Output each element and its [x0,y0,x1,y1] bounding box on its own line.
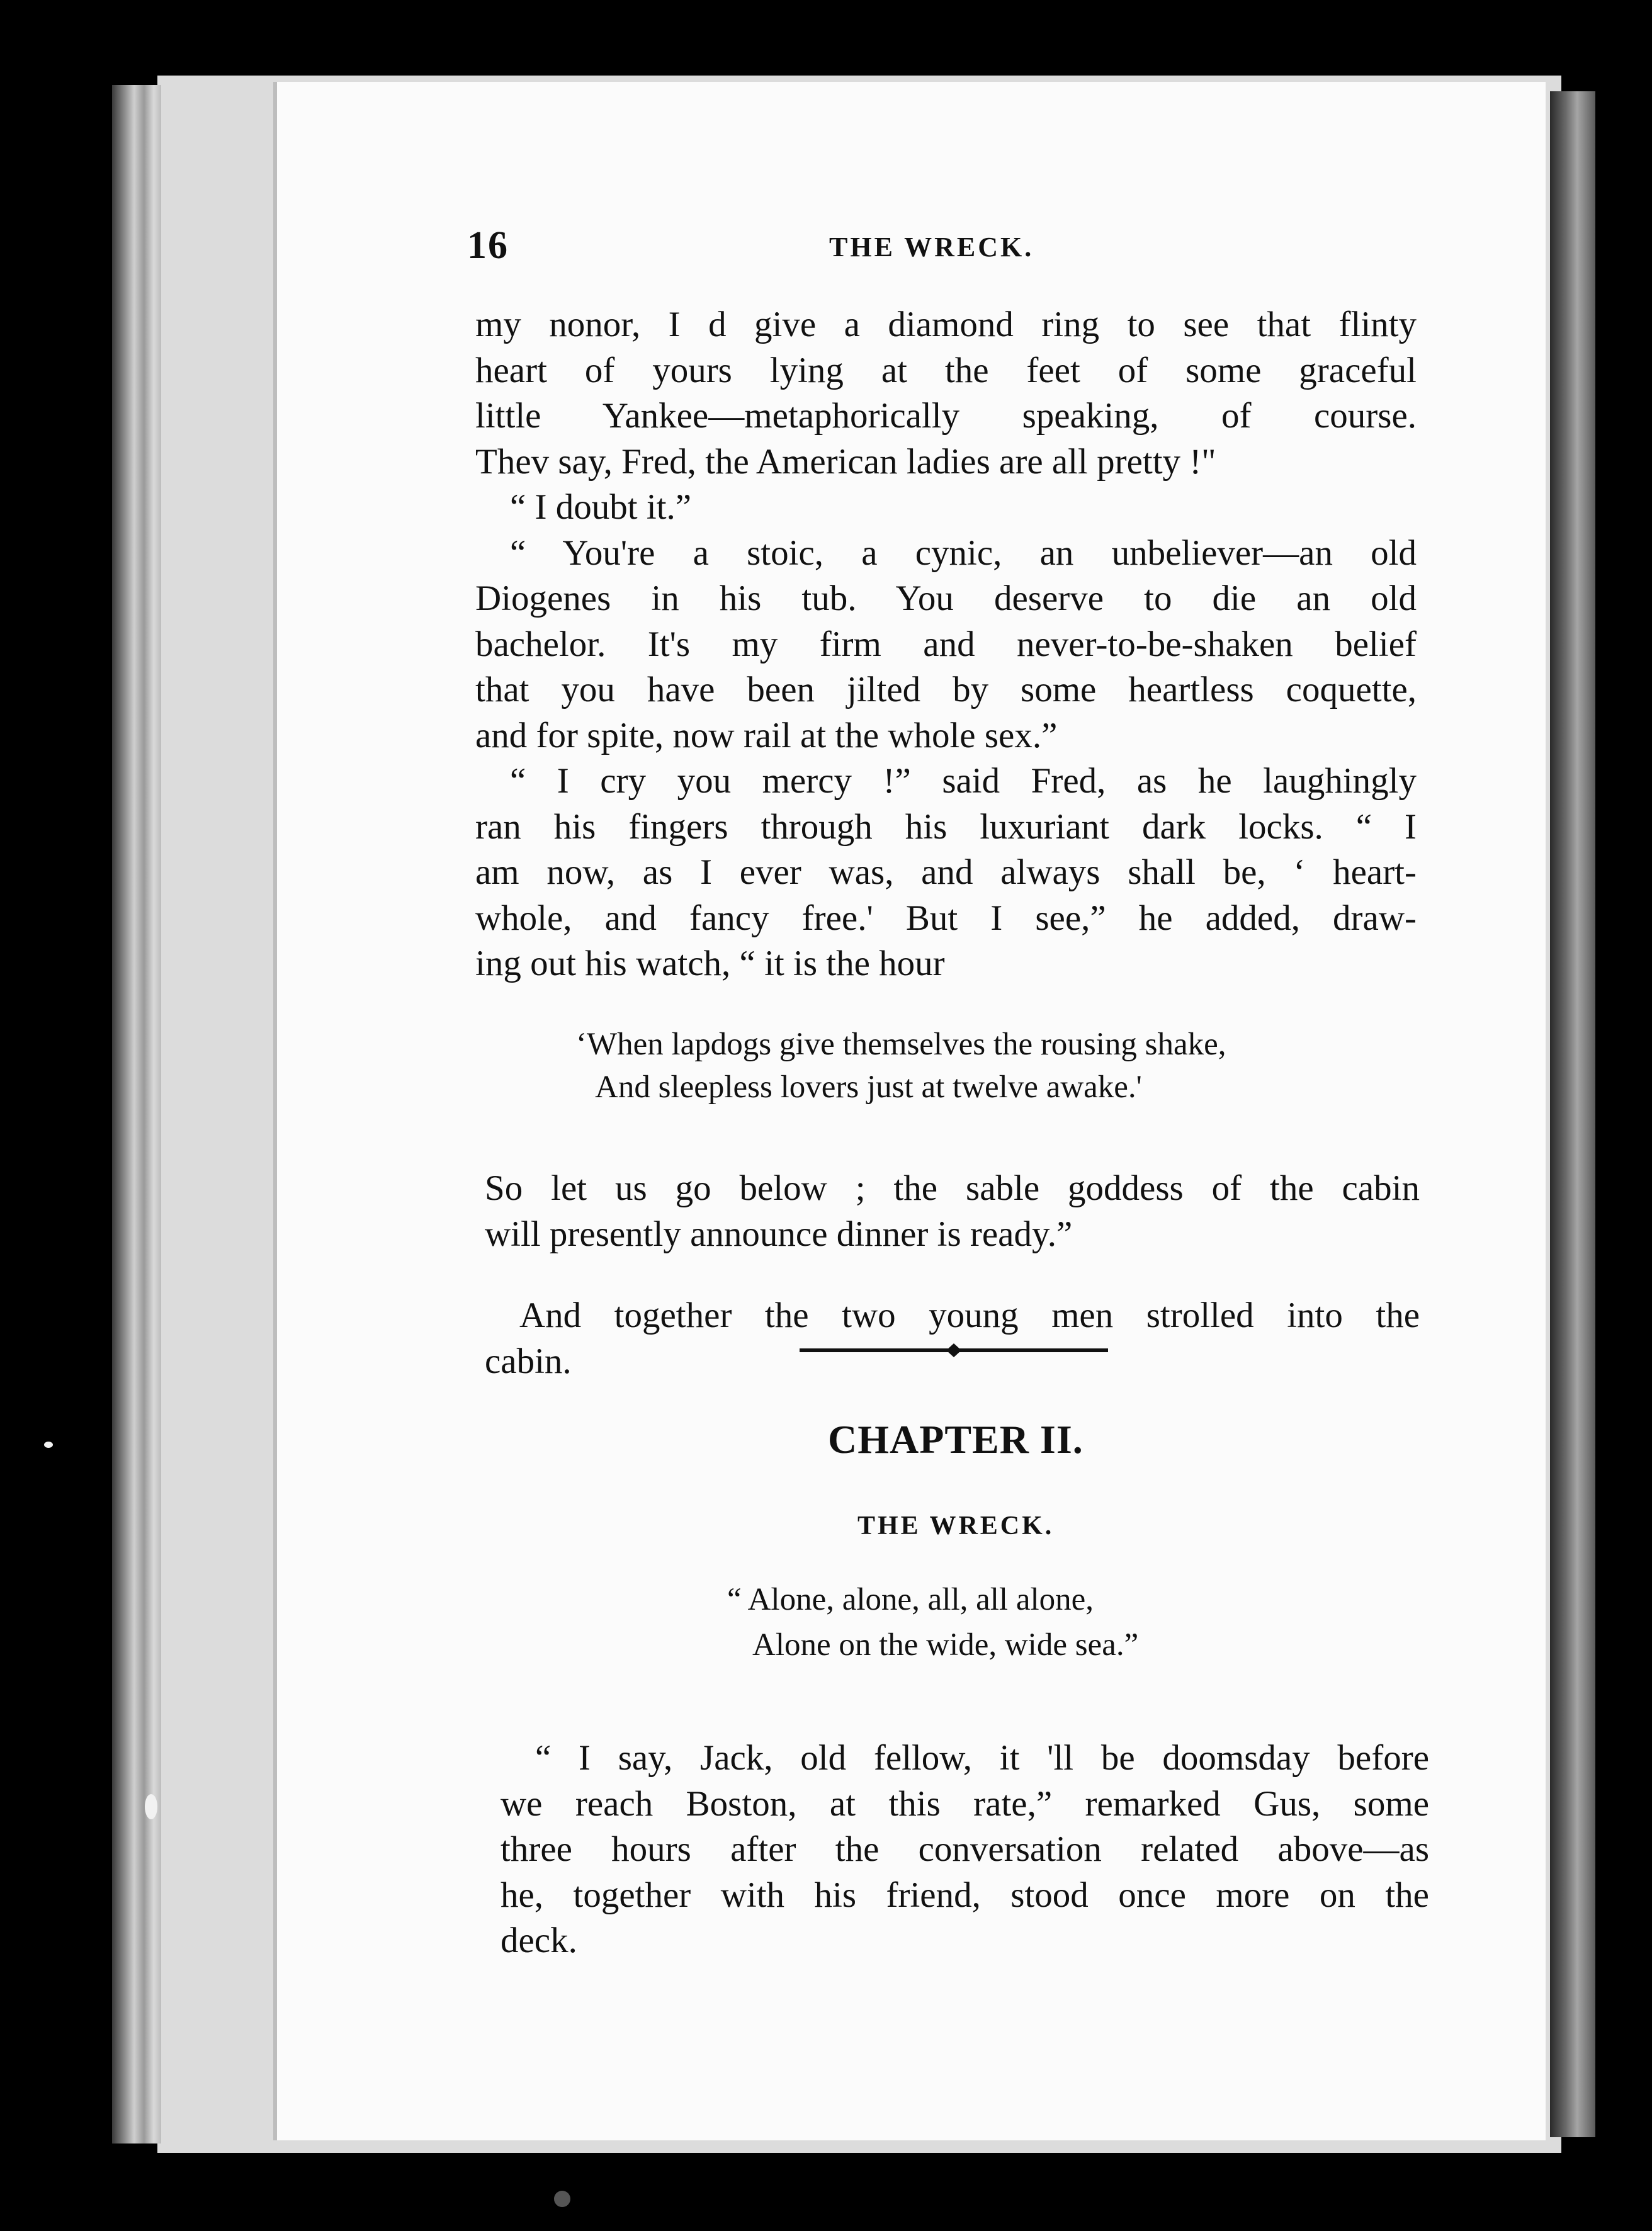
running-head [467,223,1418,280]
paragraph [475,531,1417,759]
text-line: little Yankee—metaphorically speaking, of course. [475,396,1417,436]
chapter-heading: CHAPTER II. [828,1417,1083,1462]
text-line: bachelor. It's my firm and never-to-be-shaken belief [475,624,1417,664]
text-line: heart of yours lying at the feet of some graceful [475,350,1417,390]
text-line: am now, as I ever was, and always shall be, ‘ heart- [475,852,1417,892]
text-line: he, together with his friend, stood once more on the [501,1875,1429,1915]
chapter-epigraph [727,1577,1138,1668]
right-page-edges [1550,91,1595,2137]
left-page-edges [112,85,161,2143]
paragraph [485,1293,1420,1384]
page-number: 16 [467,224,509,267]
text-line: deck. [501,1921,577,1960]
epigraph-line: Alone on the wide, wide sea.” [752,1627,1139,1663]
text-line: Thev say, Fred, the American ladies are all pretty !" [475,441,1216,482]
text-line: Diogenes in his tub. You deserve to die an old [475,579,1417,618]
text-line: “ You're a stoic, a cynic, an unbeliever—an old [510,533,1417,573]
epigraph-line: “ Alone, alone, all, all alone, [727,1582,1094,1617]
paragraph [475,302,1417,485]
text-line: “ I say, Jack, old fellow, it 'll be doomsday before [535,1738,1429,1778]
text-line: “ I cry you mercy !” said Fred, as he laughingly [510,761,1417,801]
running-title: THE WRECK. [829,232,1034,263]
chapter-subtitle: THE WRECK. [857,1511,1055,1540]
text-line: So let us go below ; the sable goddess of the cabin [485,1168,1420,1208]
text-line: “ I doubt it.” [510,487,692,527]
text-line: and for spite, now rail at the whole sex.” [475,715,1058,755]
text-line: three hours after the conversation related above—as [501,1829,1429,1869]
text-line: whole, and fancy free.' But I see,” he added, draw- [475,898,1417,938]
body-text-top [475,302,1417,987]
scan-speck [145,1794,157,1819]
text-line: will presently announce dinner is ready.” [485,1214,1073,1254]
text-line: And together the two young men strolled into the [519,1296,1420,1335]
ornamental-rule [800,1341,1108,1360]
text-line: cabin. [485,1341,572,1381]
text-line: ran his fingers through his luxuriant dark locks. “ I [475,806,1417,847]
paragraph [475,485,1417,531]
paragraph [501,1736,1429,1964]
paragraph [485,1166,1420,1257]
text-line: ing out his watch, “ it is the hour [475,944,945,983]
paragraph [475,759,1417,987]
body-text-chapter [501,1700,1429,2000]
verse-quotation [576,1023,1226,1109]
body-text-middle [485,1130,1420,1420]
text-line: we reach Boston, at this rate,” remarked Gus, some [501,1783,1429,1824]
scan-speck [554,2191,570,2207]
text-line: my nonor, I d give a diamond ring to see that flinty [475,305,1417,344]
verse-line: ‘When lapdogs give themselves the rousing shake, [576,1027,1226,1062]
text-line: that you have been jilted by some heartless coquette, [475,670,1417,709]
verse-line: And sleepless lovers just at twelve awake.' [595,1070,1142,1105]
scan-speck [44,1442,53,1448]
